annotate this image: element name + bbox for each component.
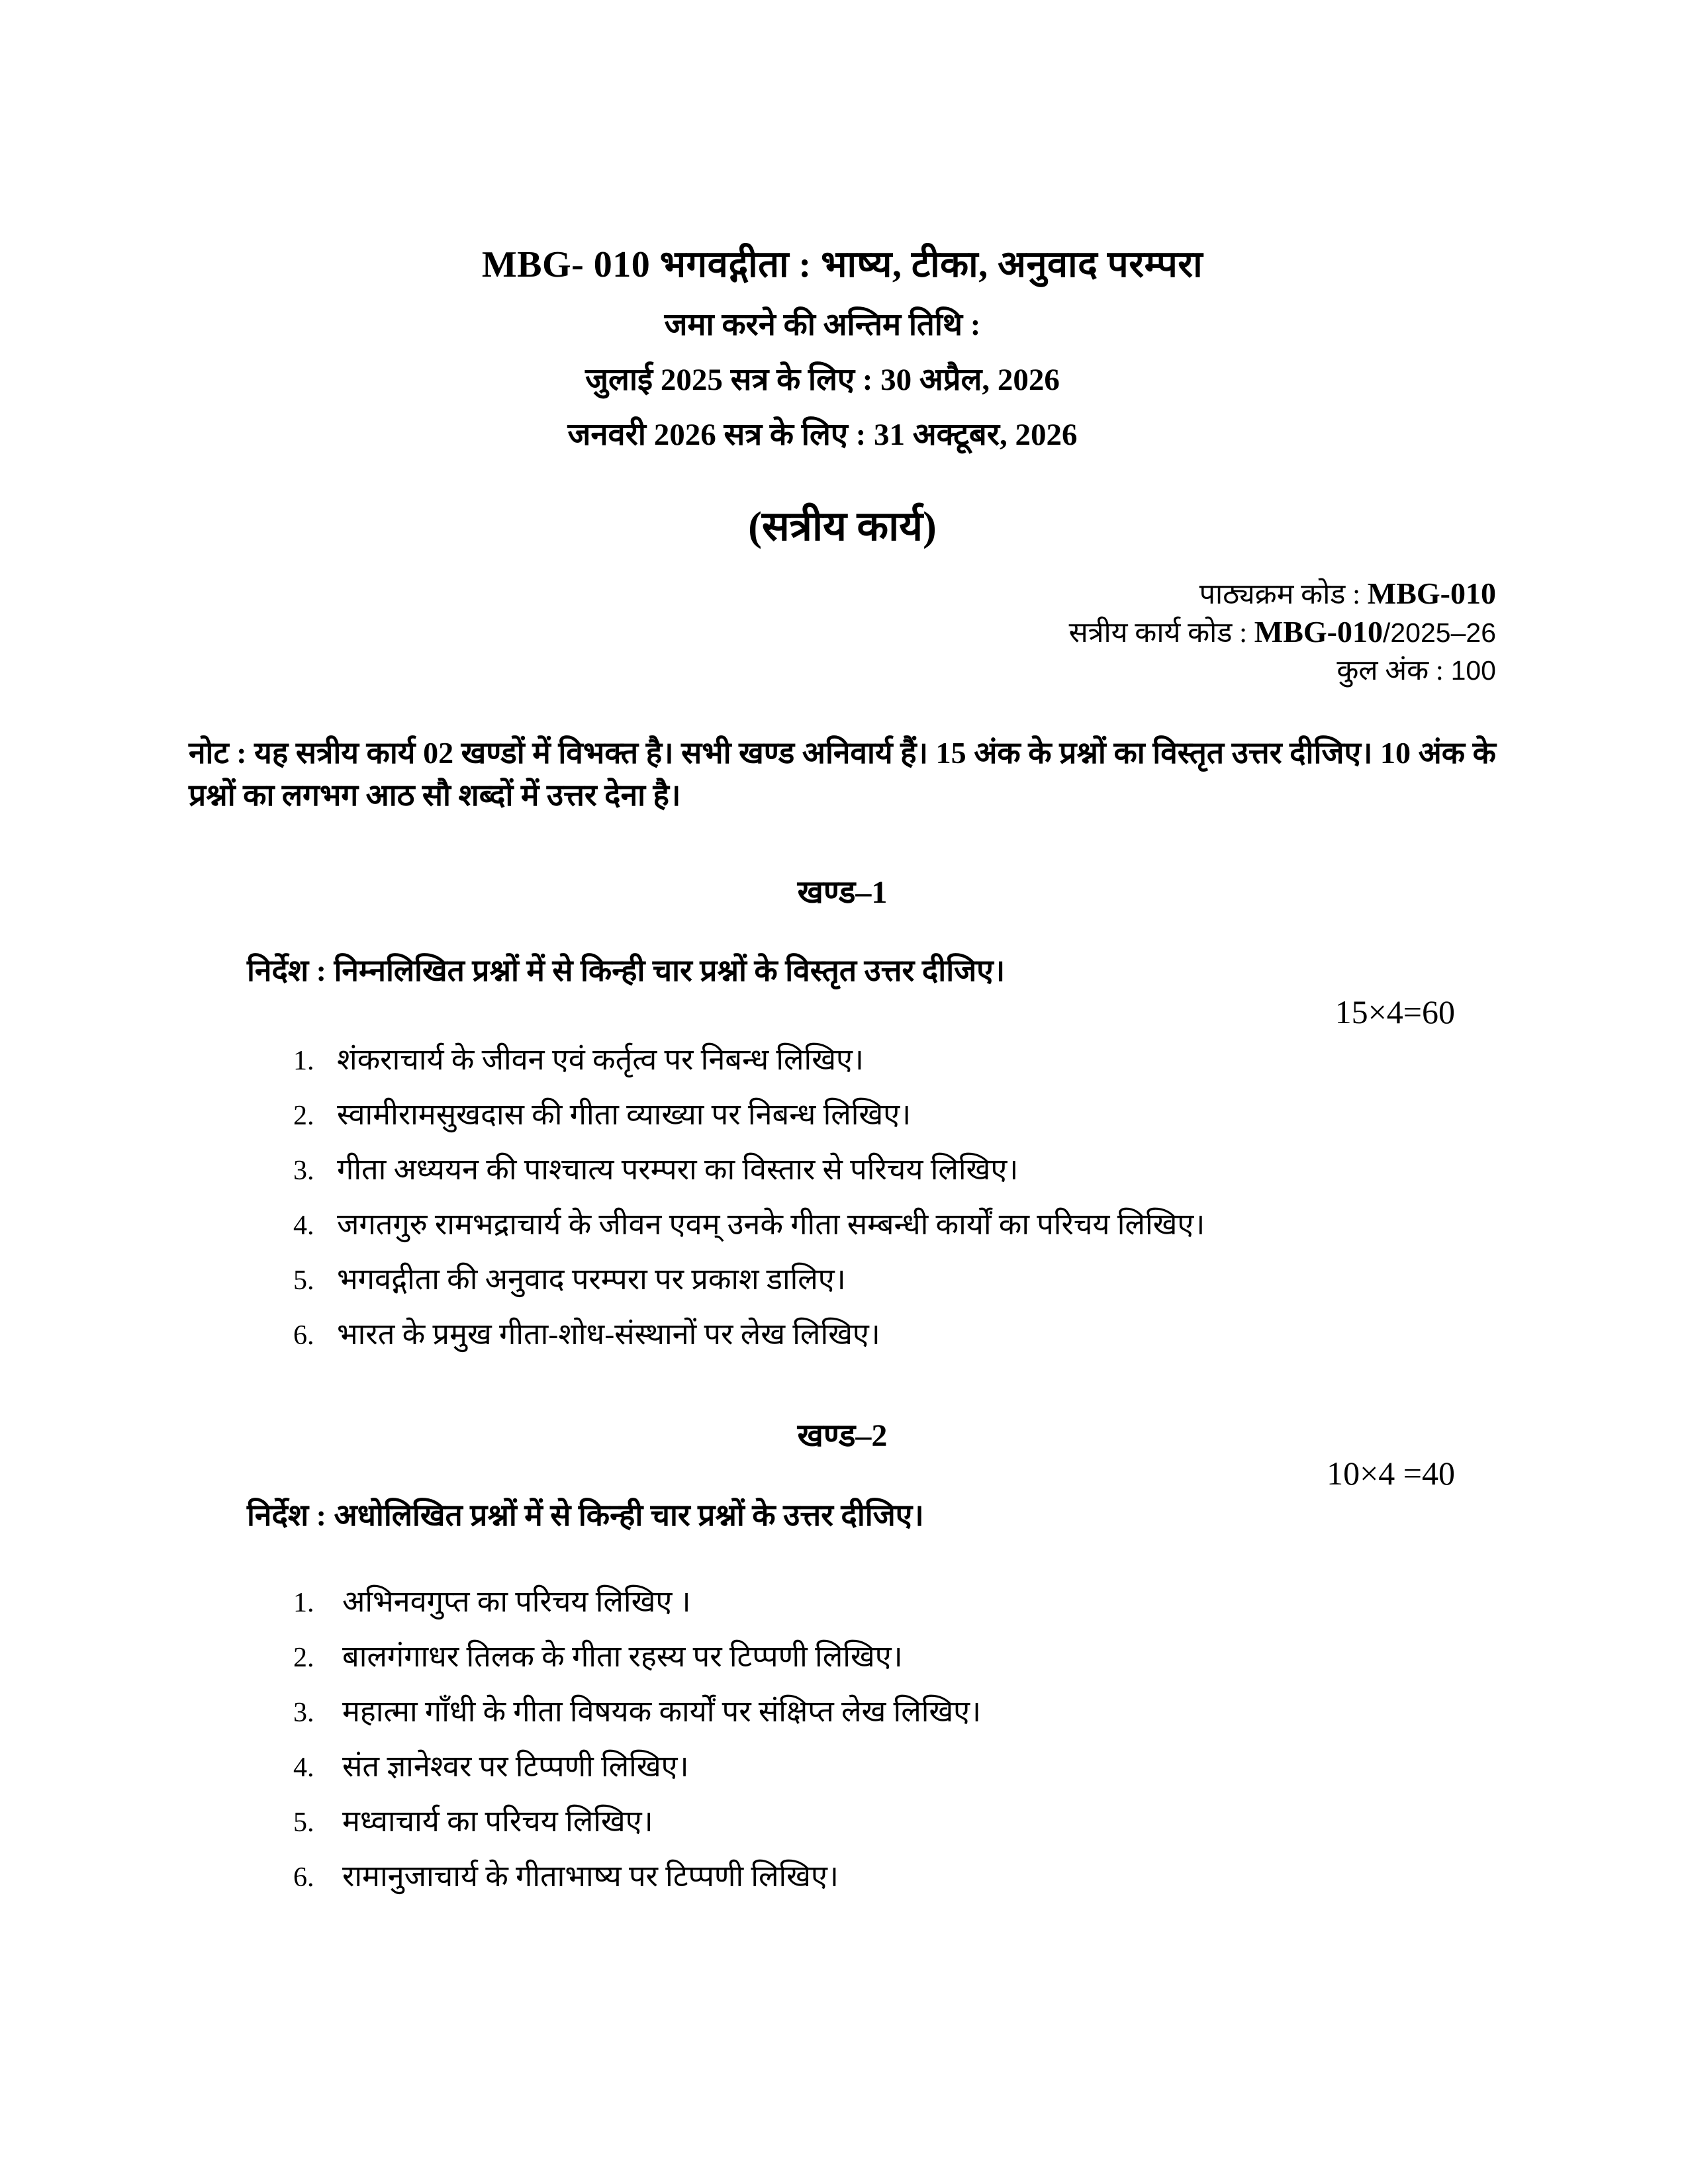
section-1-marks: 15×4=60 xyxy=(1335,993,1455,1030)
question-number: 6. xyxy=(293,1320,314,1351)
section-1-heading: खण्ड–1 xyxy=(797,875,888,910)
question-text: भगवद्गीता की अनुवाद परम्परा पर प्रकाश डालिए। xyxy=(337,1263,846,1296)
total-marks-label: कुल अंक : xyxy=(1336,655,1451,686)
question-number: 2. xyxy=(293,1643,314,1673)
question-text: बालगंगाधर तिलक के गीता रहस्य पर टिप्पणी लिखिए। xyxy=(342,1640,903,1673)
assignment-code-line xyxy=(189,614,1496,652)
question-number: 4. xyxy=(293,1210,314,1241)
question-text: स्वामीरामसुखदास की गीता व्याख्या पर निबन्ध लिखिए। xyxy=(337,1098,912,1131)
question-text: शंकराचार्य के जीवन एवं कर्तृत्व पर निबन्ध लिखिए। xyxy=(337,1043,864,1076)
question-number: 2. xyxy=(293,1101,314,1131)
question-number: 3. xyxy=(293,1156,314,1186)
question-item xyxy=(293,1043,1496,1077)
question-number: 6. xyxy=(293,1862,314,1893)
question-item xyxy=(293,1318,1496,1352)
question-number: 1. xyxy=(293,1588,314,1618)
question-item xyxy=(293,1750,1496,1784)
assignment-code-session: /2025–26 xyxy=(1382,617,1496,648)
question-text: गीता अध्ययन की पाश्चात्य परम्परा का विस्तार से परिचय लिखिए। xyxy=(337,1153,1019,1186)
question-item xyxy=(293,1860,1496,1894)
codes-block xyxy=(189,575,1496,690)
course-code-line xyxy=(189,575,1496,614)
section-2-instruction: निर्देश : अधोलिखित प्रश्नों में से किन्ही चार प्रश्नों के उत्तर दीजिए। xyxy=(247,1498,924,1532)
section-2-heading: खण्ड–2 xyxy=(797,1418,888,1453)
question-item xyxy=(293,1263,1496,1297)
total-marks-value: 100 xyxy=(1450,655,1496,686)
course-title: MBG- 010 भगवद्गीता : भाष्य, टीका, अनुवाद परम्परा xyxy=(481,244,1203,285)
section-2 xyxy=(189,1418,1496,1894)
section-1-question-list xyxy=(189,1043,1496,1352)
question-number: 5. xyxy=(293,1265,314,1296)
submission-date-january-session: जनवरी 2026 सत्र के लिए : 31 अक्टूबर, 2026 xyxy=(567,418,1078,452)
question-number: 4. xyxy=(293,1752,314,1783)
section-1 xyxy=(189,875,1496,1352)
assignment-subtitle: (सत्रीय कार्य) xyxy=(748,504,937,549)
question-number: 3. xyxy=(293,1698,314,1728)
question-number: 5. xyxy=(293,1807,314,1838)
question-item xyxy=(293,1098,1496,1132)
submission-heading: जमा करने की अन्तिम तिथि : xyxy=(664,308,981,342)
question-item xyxy=(293,1585,1496,1619)
course-code-value: MBG-010 xyxy=(1367,576,1496,610)
note-paragraph: नोट : यह सत्रीय कार्य 02 खण्डों में विभक्त है। सभी खण्ड अनिवार्य हैं। 15 अंक के प्रश्नों का विस्तृत उत्तर दीजिए। 10 अंक के प्रश्नों का लगभग आठ सौ शब्दों में उत्तर देना है। xyxy=(189,736,1496,812)
submission-dates-block xyxy=(169,298,1476,463)
section-1-instruction: निर्देश : निम्नलिखित प्रश्नों में से किन्ही चार प्रश्नों के विस्तृत उत्तर दीजिए। xyxy=(247,954,1006,987)
question-text: भारत के प्रमुख गीता-शोध-संस्थानों पर लेख लिखिए। xyxy=(337,1318,880,1351)
question-text: अभिनवगुप्त का परिचय लिखिए । xyxy=(342,1585,691,1618)
total-marks-line xyxy=(189,652,1496,690)
question-text: जगतगुरु रामभद्राचार्य के जीवन एवम् उनके गीता सम्बन्धी कार्यों का परिचय लिखिए। xyxy=(337,1208,1205,1241)
question-number: 1. xyxy=(293,1046,314,1076)
course-code-label: पाठ्यक्रम कोड : xyxy=(1199,579,1368,610)
assignment-code-value: MBG-010 xyxy=(1254,615,1383,649)
question-item xyxy=(293,1805,1496,1839)
question-item xyxy=(293,1153,1496,1187)
question-text: महात्मा गाँधी के गीता विषयक कार्यों पर संक्षिप्त लेख लिखिए। xyxy=(342,1695,982,1728)
assignment-code-label: सत्रीय कार्य कोड : xyxy=(1068,617,1254,649)
question-text: रामानुजाचार्य के गीताभाष्य पर टिप्पणी लिखिए। xyxy=(342,1860,839,1893)
submission-date-july-session: जुलाई 2025 सत्र के लिए : 30 अप्रैल, 2026 xyxy=(585,363,1060,397)
question-item xyxy=(293,1640,1496,1674)
section-2-question-list xyxy=(189,1585,1496,1894)
question-item xyxy=(293,1208,1496,1242)
question-item xyxy=(293,1695,1496,1729)
question-text: मध्वाचार्य का परिचय लिखिए। xyxy=(342,1805,653,1838)
section-2-marks: 10×4 =40 xyxy=(1327,1455,1455,1492)
question-text: संत ज्ञानेश्वर पर टिप्पणी लिखिए। xyxy=(342,1750,689,1783)
